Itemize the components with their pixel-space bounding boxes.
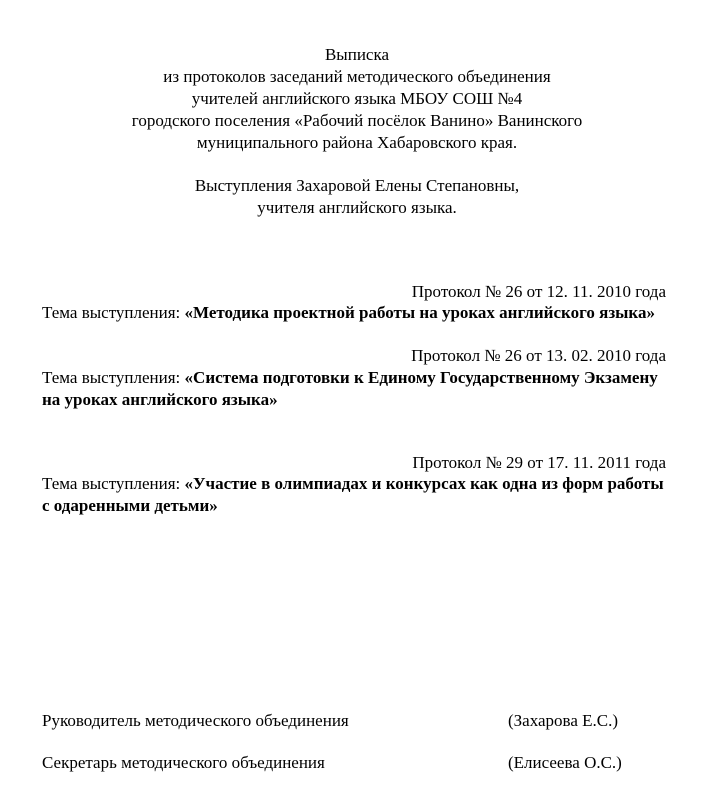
- speech-topic: [42, 302, 672, 324]
- signature-role: Секретарь методического объединения: [42, 753, 325, 772]
- header-line: городского поселения «Рабочий посёлок Ванино» Ванинского: [131, 111, 583, 130]
- header-line: учителей английского языка МБОУ СОШ №4: [191, 89, 523, 108]
- protocol-reference: Протокол № 26 от 12. 11. 2010 года: [411, 282, 666, 301]
- topic-label: Тема выступления:: [42, 303, 185, 322]
- protocol-reference: Протокол № 26 от 13. 02. 2010 года: [411, 346, 666, 365]
- signature-person: (Захарова Е.С.): [508, 711, 619, 730]
- protocol-reference: Протокол № 29 от 17. 11. 2011 года: [412, 453, 666, 472]
- speech-topic: [42, 473, 672, 517]
- signature-person: (Елисеева О.С.): [508, 753, 622, 772]
- document-title: Выписка: [324, 45, 390, 64]
- header-line: муниципального района Хабаровского края.: [196, 133, 518, 152]
- speech-topic: [42, 367, 672, 411]
- signature-role: Руководитель методического объединения: [42, 711, 349, 730]
- topic-title: «Методика проектной работы на уроках английского языка»: [184, 303, 655, 322]
- topic-label: Тема выступления:: [42, 474, 185, 493]
- header-line: из протоколов заседаний методического объединения: [163, 67, 551, 86]
- topic-label: Тема выступления:: [42, 368, 185, 387]
- document-header: [0, 44, 714, 154]
- speaker-position: учителя английского языка.: [257, 198, 457, 217]
- speaker-name: Выступления Захаровой Елены Степановны,: [194, 176, 520, 195]
- speaker-block: [0, 175, 714, 219]
- topic-title: «Система подготовки к Единому Государственному Экзамену на уроках английского языка»: [42, 368, 658, 409]
- topic-title: «Участие в олимпиадах и конкурсах как одна из форм работы с одаренными детьми»: [42, 474, 664, 515]
